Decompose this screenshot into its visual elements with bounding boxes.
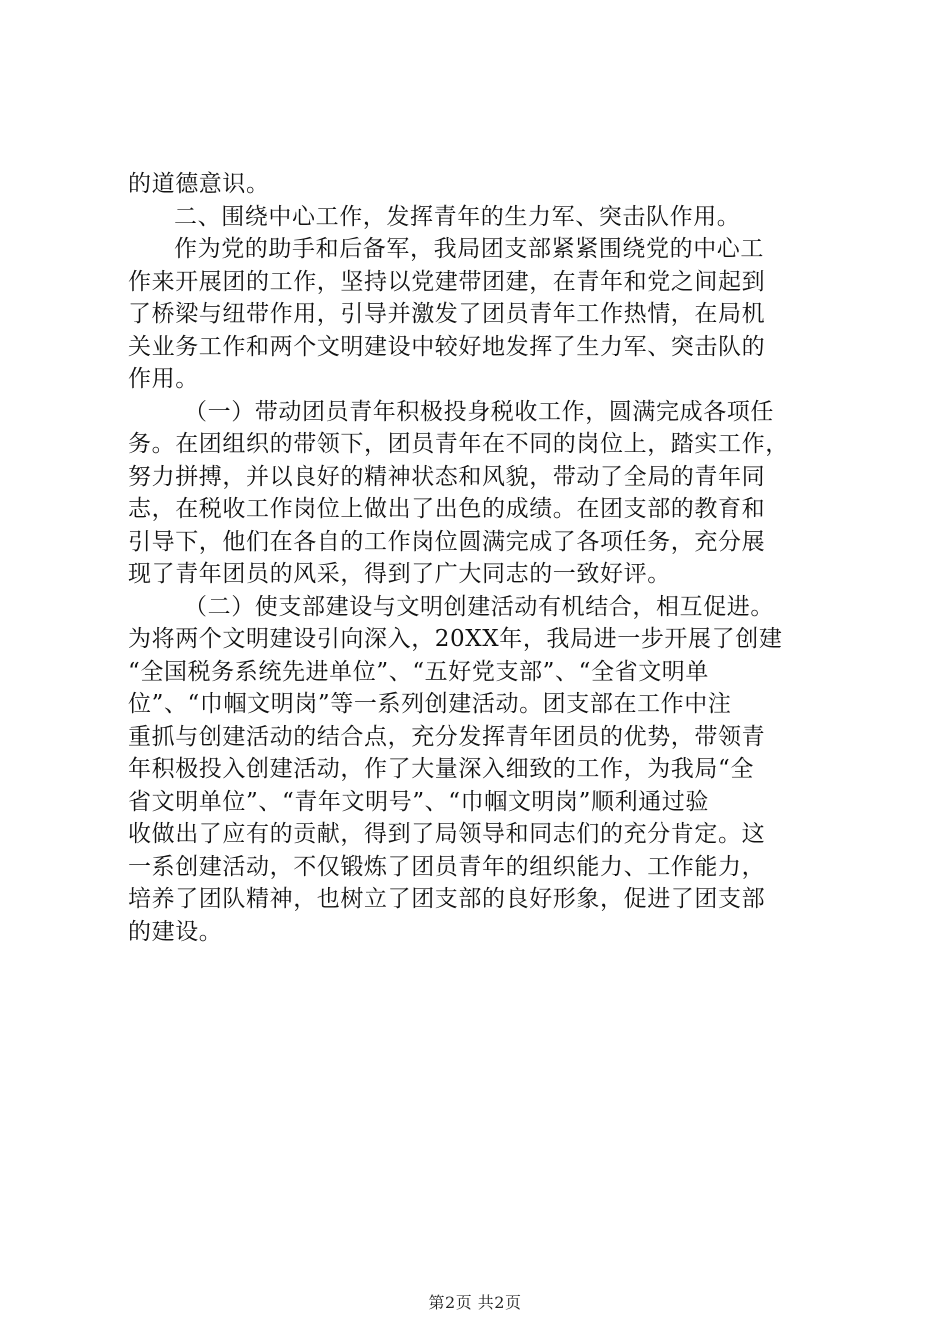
text-line: 收做出了应有的贡献，得到了局领导和同志们的充分肯定。这	[128, 821, 766, 847]
text-line: 现了青年团员的风采，得到了广大同志的一致好评。	[128, 561, 671, 587]
subsection-heading: （一）带动团员青年积极投身税收工作，圆满完成各项任	[184, 398, 774, 425]
text-line: 的道德意识。	[128, 171, 270, 197]
section-heading: 二、围绕中心工作，发挥青年的生力军、突击队作用。	[174, 203, 741, 230]
text-line: 省文明单位”、“青年文明号”、“巾帼文明岗”顺利通过验	[128, 788, 709, 815]
text-line: 培养了团队精神，也树立了团支部的良好形象，促进了团支部	[128, 886, 766, 912]
page-number-footer: 第2页 共2页	[428, 1293, 522, 1312]
text-line: 了桥梁与纽带作用，引导并激发了团员青年工作热情，在局机	[128, 301, 766, 327]
text-line: 引导下，他们在各自的工作岗位圆满完成了各项任务，充分展	[128, 528, 766, 555]
text-line: 志，在税收工作岗位上做出了出色的成绩。在团支部的教育和	[128, 496, 766, 522]
text-line: 一系创建活动，不仅锻炼了团员青年的组织能力、工作能力，	[128, 853, 766, 880]
text-line: 关业务工作和两个文明建设中较好地发挥了生力军、突击队的	[128, 333, 766, 360]
text-line: 作为党的助手和后备军，我局团支部紧紧围绕党的中心工	[174, 236, 764, 262]
text-line: 年积极投入创建活动，作了大量深入细致的工作，为我局“全	[128, 756, 754, 782]
document-body	[128, 168, 832, 948]
text-line: 为将两个文明建设引向深入，20XX年，我局进一步开展了创建	[128, 626, 783, 652]
text-line: 重抓与创建活动的结合点，充分发挥青年团员的优势，带领青	[128, 723, 766, 750]
text-line: 的建设。	[128, 918, 223, 945]
text-line: 作用。	[128, 366, 199, 392]
text-line: 务。在团组织的带领下，团员青年在不同的岗位上，踏实工作，	[128, 431, 789, 457]
text-line: “全国税务系统先进单位”、“五好党支部”、“全省文明单	[128, 658, 709, 685]
text-line: 努力拼搏，并以良好的精神状态和风貌，带动了全局的青年同	[128, 463, 766, 490]
subsection-heading: （二）使支部建设与文明创建活动有机结合，相互促进。	[184, 593, 774, 620]
text-line: 位”、“巾帼文明岗”等一系列创建活动。团支部在工作中注	[128, 691, 732, 717]
text-line: 作来开展团的工作，坚持以党建带团建，在青年和党之间起到	[128, 268, 766, 295]
